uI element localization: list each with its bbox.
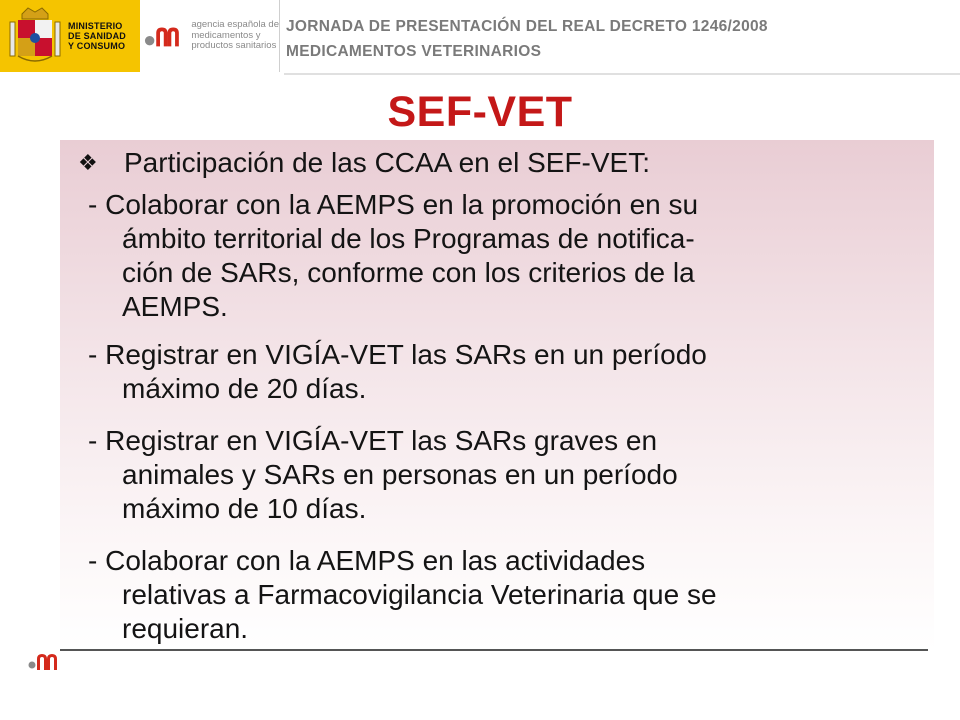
item-line: máximo de 20 días.	[122, 373, 367, 404]
header-divider	[284, 73, 960, 75]
content-bottom-divider	[60, 649, 928, 651]
item-line: ción de SARs, conforme con los criterios de la	[122, 257, 695, 288]
aemps-logo-icon	[144, 21, 187, 51]
ministerio-line: MINISTERIO	[68, 21, 123, 31]
aemps-line: agencia española de	[191, 19, 279, 31]
main-bullet	[78, 146, 650, 180]
item-line: - Colaborar con la AEMPS en las actividades	[88, 545, 646, 576]
item-line: animales y SARs en personas en un período	[122, 459, 678, 490]
item-line: AEMPS.	[122, 291, 228, 322]
item-line: ámbito territorial de los Programas de notifica-	[122, 223, 695, 254]
item-line: - Registrar en VIGÍA-VET las SARs en un período	[88, 339, 707, 370]
list-item	[88, 544, 717, 646]
aemps-footer-logo-icon	[28, 650, 62, 672]
diamond-bullet-icon: ❖	[78, 150, 98, 175]
ministerio-line: DE SANIDAD	[68, 31, 127, 41]
ministerio-line: Y CONSUMO	[68, 41, 126, 51]
aemps-line: medicamentos y	[191, 29, 261, 41]
item-line: - Registrar en VIGÍA-VET las SARs graves en	[88, 425, 658, 456]
item-line: requieran.	[122, 613, 249, 644]
slide-header	[0, 0, 960, 76]
list-item	[88, 338, 707, 406]
item-line: máximo de 10 días.	[122, 493, 367, 524]
aemps-name	[191, 20, 279, 52]
item-line: relativas a Farmacovigilancia Veterinaria que se	[122, 579, 717, 610]
list-item	[88, 188, 698, 324]
ministerio-logo	[0, 0, 140, 72]
event-title-line-1: JORNADA DE PRESENTACIÓN DEL REAL DECRETO 1246/2008	[286, 18, 768, 35]
aemps-logo	[142, 0, 280, 72]
spanish-coat-of-arms-icon	[8, 6, 62, 66]
item-line: - Colaborar con la AEMPS en la promoción en su	[88, 189, 699, 220]
bullet-text: Participación de las CCAA en el SEF-VET:	[124, 147, 651, 178]
aemps-line: productos sanitarios	[191, 40, 277, 52]
list-item	[88, 424, 678, 526]
event-title-line-2: MEDICAMENTOS VETERINARIOS	[286, 43, 542, 60]
slide-title: SEF-VET	[387, 88, 573, 136]
ministerio-name	[68, 21, 126, 51]
event-title	[286, 14, 956, 64]
